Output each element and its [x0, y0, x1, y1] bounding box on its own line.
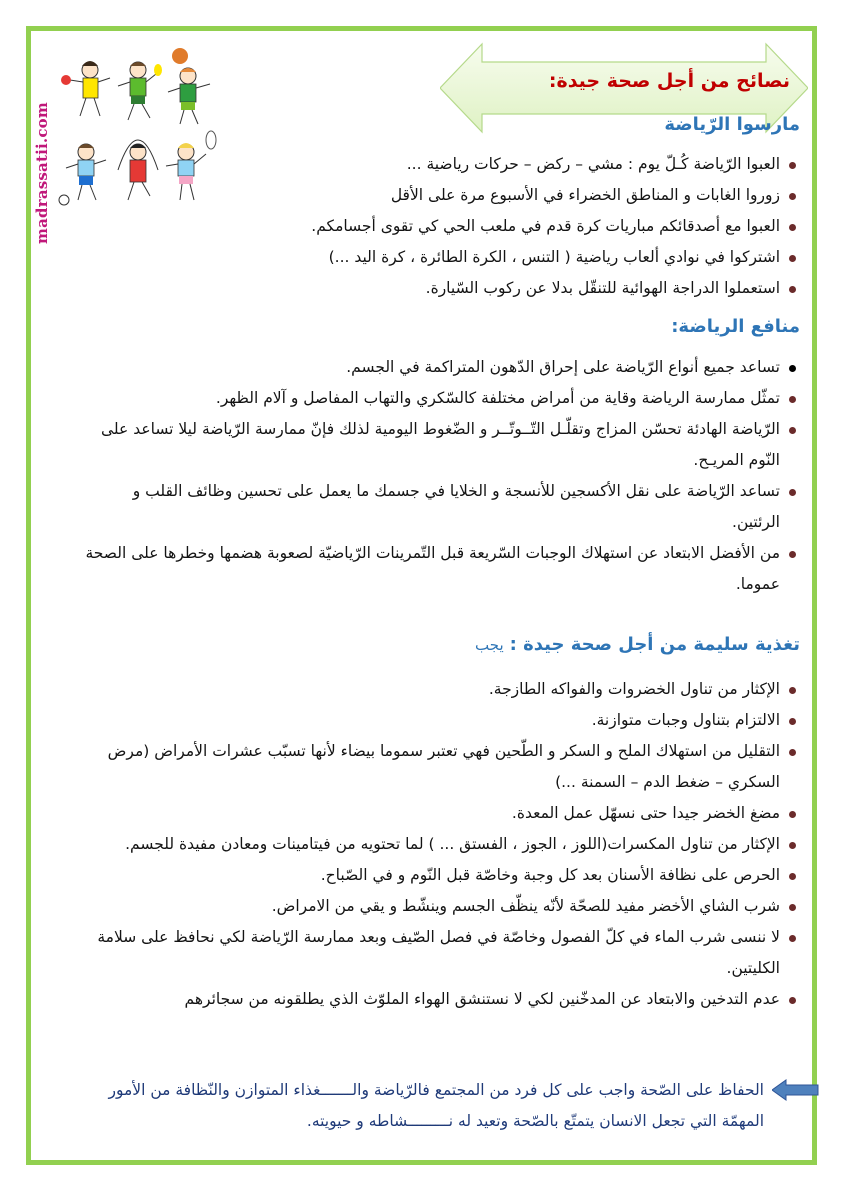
list-item: تمثّل ممارسة الرياضة وقاية من أمراض مختلفة كالسّكري والتهاب المفاصل و آلام الظهر. — [80, 383, 800, 414]
list-item: العبوا الرّياضة كُـلّ يوم : مشي – ركض – حركات رياضية ... — [180, 149, 800, 180]
list-item: مضغ الخضر جيدا حتى نسهّل عمل المعدة. — [80, 798, 800, 829]
kid-4 — [59, 144, 106, 205]
benefits-list — [80, 352, 800, 600]
list-item: شرب الشاي الأخضر مفيد للصحّة لأنّه ينظّف الجسم وينشّط و يقي من الامراض. — [80, 891, 800, 922]
list-item: التقليل من استهلاك الملح و السكر و الطّحين فهي تعتبر سموما بيضاء لأنها تسبّب عشرات الأمراض (مرض السكري – ضغط الدم – السمنة ...) — [80, 736, 800, 798]
conclusion-text: الحفاظ على الصّحة واجب على كل فرد من المجتمع فالرّياضة والـــــــغذاء المتوازن والنّظافة من الأمور المهمّة التي تجعل الانسان يتمتّع بالصّحة وتعيد له نـــــــــشاطه و حيويته. — [108, 1081, 764, 1130]
section-heading-nutrition — [475, 634, 800, 655]
section-heading-exercise: مارسوا الرّياضة — [664, 114, 800, 135]
list-item: عدم التدخين والابتعاد عن المدخّنين لكي لا نستنشق الهواء الملوّث الذي يطلقونه من سجائرهم — [80, 984, 800, 1015]
watermark-text: madrassatii.com — [33, 101, 51, 244]
list-item: الإكثار من تناول الخضروات والفواكه الطازجة. — [80, 674, 800, 705]
list-item: تساعد جميع أنواع الرّياضة على إحراق الدّهون المتراكمة في الجسم. — [80, 352, 800, 383]
left-arrow-icon — [772, 1079, 820, 1101]
kid-5 — [118, 140, 158, 200]
watermark — [30, 85, 54, 260]
section-heading-benefits: منافع الرياضة: — [671, 316, 800, 337]
list-item: لا ننسى شرب الماء في كلّ الفصول وخاصّة في فصل الصّيف وبعد ممارسة الرّياضة لكي نحافظ على سلامة الكليتين. — [80, 922, 800, 984]
list-item: الإكثار من تناول المكسرات(اللوز ، الجوز ، الفستق ... ) لما تحتويه من فيتامينات ومعادن مفيدة للجسم. — [80, 829, 800, 860]
exercise-list — [180, 149, 800, 304]
nutrition-list — [80, 674, 800, 1015]
list-item: استعملوا الدراجة الهوائية للتنقّل بدلا عن ركوب السّيارة. — [180, 273, 800, 304]
list-item: اشتركوا في نوادي ألعاب رياضية ( التنس ، الكرة الطائرة ، كرة اليد ...) — [180, 242, 800, 273]
list-item: من الأفضل الابتعاد عن استهلاك الوجبات السّريعة قبل التّمرينات الرّياضيّة لصعوبة هضمها وخطرها على الصحة عموما. — [80, 538, 800, 600]
list-item: الرّياضة الهادئة تحسّن المزاج وتقلّـل التّــوتّــر و الضّغوط اليومية لذلك فإنّ ممارسة الرّياضة ليلا تساعد على النّوم المريـح. — [80, 414, 800, 476]
page-title: نصائح من أجل صحة جيدة: — [548, 70, 790, 92]
list-item: الالتزام بتناول وجبات متوازنة. — [80, 705, 800, 736]
section-heading-nutrition-suffix: يجب — [475, 636, 504, 654]
kid-2 — [118, 62, 162, 120]
list-item: تساعد الرّياضة على نقل الأكسجين للأنسجة و الخلايا في جسمك ما يعمل على تحسين وظائف القلب و الرئتين. — [80, 476, 800, 538]
list-item: العبوا مع أصدقائكم مباريات كرة قدم في ملعب الحي كي تقوى أجسامكم. — [180, 211, 800, 242]
section-heading-nutrition-text: تغذية سليمة من أجل صحة جيدة : — [509, 634, 800, 655]
list-item: الحرص على نظافة الأسنان بعد كل وجبة وخاصّة قبل النّوم و في الصّباح. — [80, 860, 800, 891]
kid-1 — [61, 61, 110, 116]
list-item: زوروا الغابات و المناطق الخضراء في الأسبوع مرة على الأقل — [180, 180, 800, 211]
kid-3 — [168, 48, 210, 124]
